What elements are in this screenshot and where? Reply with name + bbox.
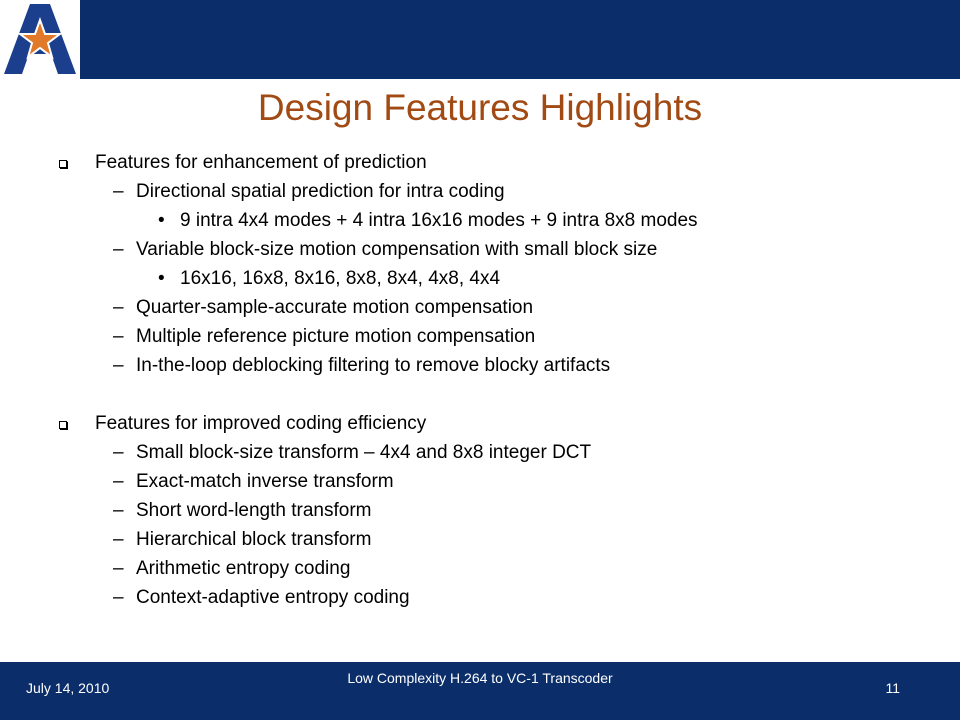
bullet-dot-icon: • — [158, 210, 165, 231]
hollow-square-bullet-icon — [59, 160, 67, 168]
dash-marker: – — [113, 297, 124, 318]
university-logo — [0, 0, 80, 79]
dash-marker: – — [113, 471, 124, 492]
dash-marker: – — [113, 500, 124, 521]
dash-marker: – — [113, 529, 124, 550]
hollow-square-bullet-icon — [59, 421, 67, 429]
list-item-text: Quarter-sample-accurate motion compensation — [136, 297, 534, 318]
footer-date: July 14, 2010 — [26, 680, 110, 696]
dash-marker: – — [113, 558, 124, 579]
dash-marker: – — [113, 181, 124, 202]
list-item-text: Exact-match inverse transform — [136, 471, 394, 492]
list-item-text: Hierarchical block transform — [136, 529, 372, 550]
list-item-text: Variable block-size motion compensation with small block size — [136, 239, 658, 260]
dash-marker: – — [113, 239, 124, 260]
dash-marker: – — [113, 326, 124, 347]
list-item-text: Small block-size transform – 4x4 and 8x8 integer DCT — [136, 442, 592, 463]
header-banner — [0, 0, 960, 79]
dash-marker: – — [113, 442, 124, 463]
dash-marker: – — [113, 355, 124, 376]
section-heading: Features for enhancement of prediction — [95, 152, 427, 173]
page-number: 11 — [885, 680, 900, 696]
list-item-text: Directional spatial prediction for intra coding — [136, 181, 505, 202]
list-item-text: Context-adaptive entropy coding — [136, 587, 410, 608]
list-item-text: In-the-loop deblocking filtering to remove blocky artifacts — [136, 355, 611, 376]
footer-title: Low Complexity H.264 to VC-1 Transcoder — [347, 670, 613, 686]
logo-a-star-icon — [0, 0, 80, 79]
sub-list-item-text: 9 intra 4x4 modes + 4 intra 16x16 modes + 9 intra 8x8 modes — [180, 210, 698, 231]
bullet-dot-icon: • — [158, 268, 165, 289]
list-item-text: Multiple reference picture motion compensation — [136, 326, 536, 347]
list-item-text: Short word-length transform — [136, 500, 372, 521]
list-item-text: Arithmetic entropy coding — [136, 558, 351, 579]
slide-title: Design Features Highlights — [257, 87, 703, 128]
sub-list-item-text: 16x16, 16x8, 8x16, 8x8, 8x4, 4x8, 4x4 — [180, 268, 501, 289]
footer-banner — [0, 662, 960, 720]
section-heading: Features for improved coding efficiency — [95, 413, 427, 434]
dash-marker: – — [113, 587, 124, 608]
